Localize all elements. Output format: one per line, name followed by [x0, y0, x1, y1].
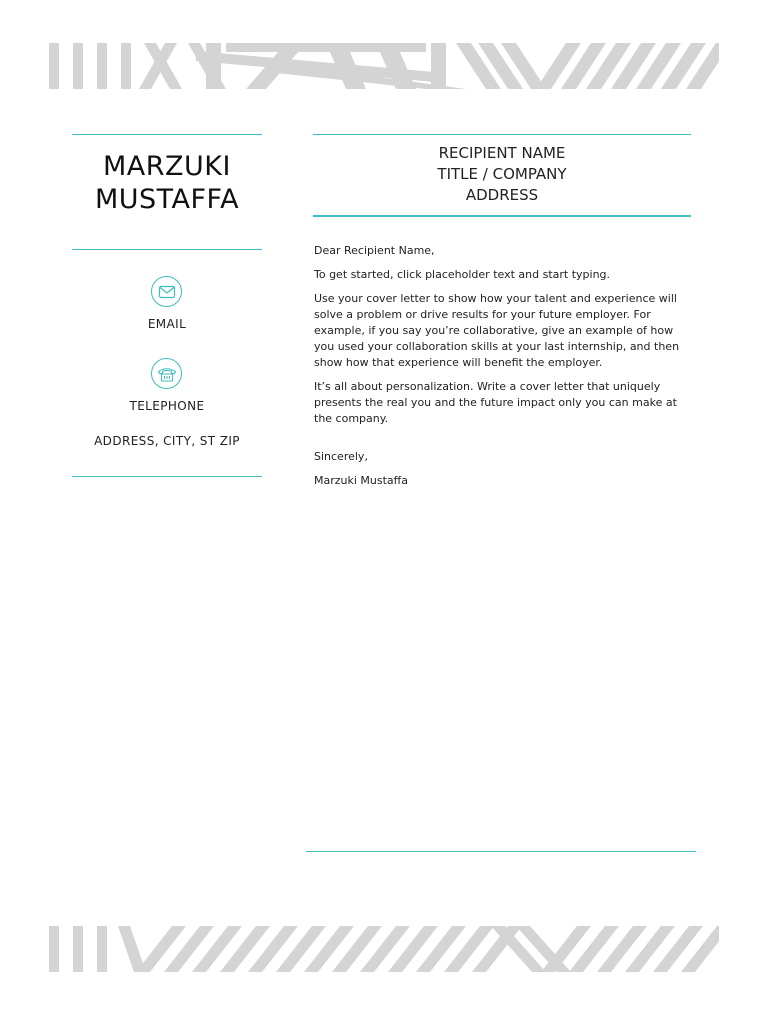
recipient-bottom-rule [313, 215, 691, 217]
telephone-label: TELEPHONE [129, 399, 205, 413]
address-label: ADDRESS, CITY, ST ZIP [94, 434, 240, 448]
sender-name-line1: MARZUKI [103, 151, 231, 182]
paragraph-1: To get started, click placeholder text and start typing. [314, 268, 611, 281]
email-label: EMAIL [147, 317, 187, 331]
header-pattern-band [46, 43, 719, 89]
left-top-rule [72, 134, 262, 135]
paragraph-3: It’s all about personalization. Write a cover letter that uniquely presents the real you and the future impact only you can make at the company. [314, 380, 677, 425]
closing: Sincerely, [314, 450, 368, 463]
recipient-top-rule [313, 134, 691, 135]
envelope-icon [151, 276, 182, 307]
sender-name [72, 150, 262, 216]
left-name-rule [72, 249, 262, 250]
left-bottom-rule [72, 476, 262, 477]
recipient-address: ADDRESS [465, 186, 539, 204]
letter-body [314, 243, 692, 497]
recipient-block [313, 143, 691, 206]
salutation: Dear Recipient Name, [314, 244, 435, 257]
recipient-title-company: TITLE / COMPANY [437, 165, 567, 183]
paragraph-2: Use your cover letter to show how your talent and experience will solve a problem or drive results for your future employer. For example, if you say you’re collaborative, give an example of how you used your collaboration skills at your last internship, and then show how that experience will benefit the employer. [314, 292, 680, 369]
recipient-name: RECIPIENT NAME [438, 144, 566, 162]
footer-pattern-band [46, 926, 719, 972]
sender-name-line2: MUSTAFFA [94, 184, 240, 215]
footer-rule [306, 851, 696, 852]
telephone-icon [151, 358, 182, 389]
signature: Marzuki Mustaffa [314, 474, 408, 487]
